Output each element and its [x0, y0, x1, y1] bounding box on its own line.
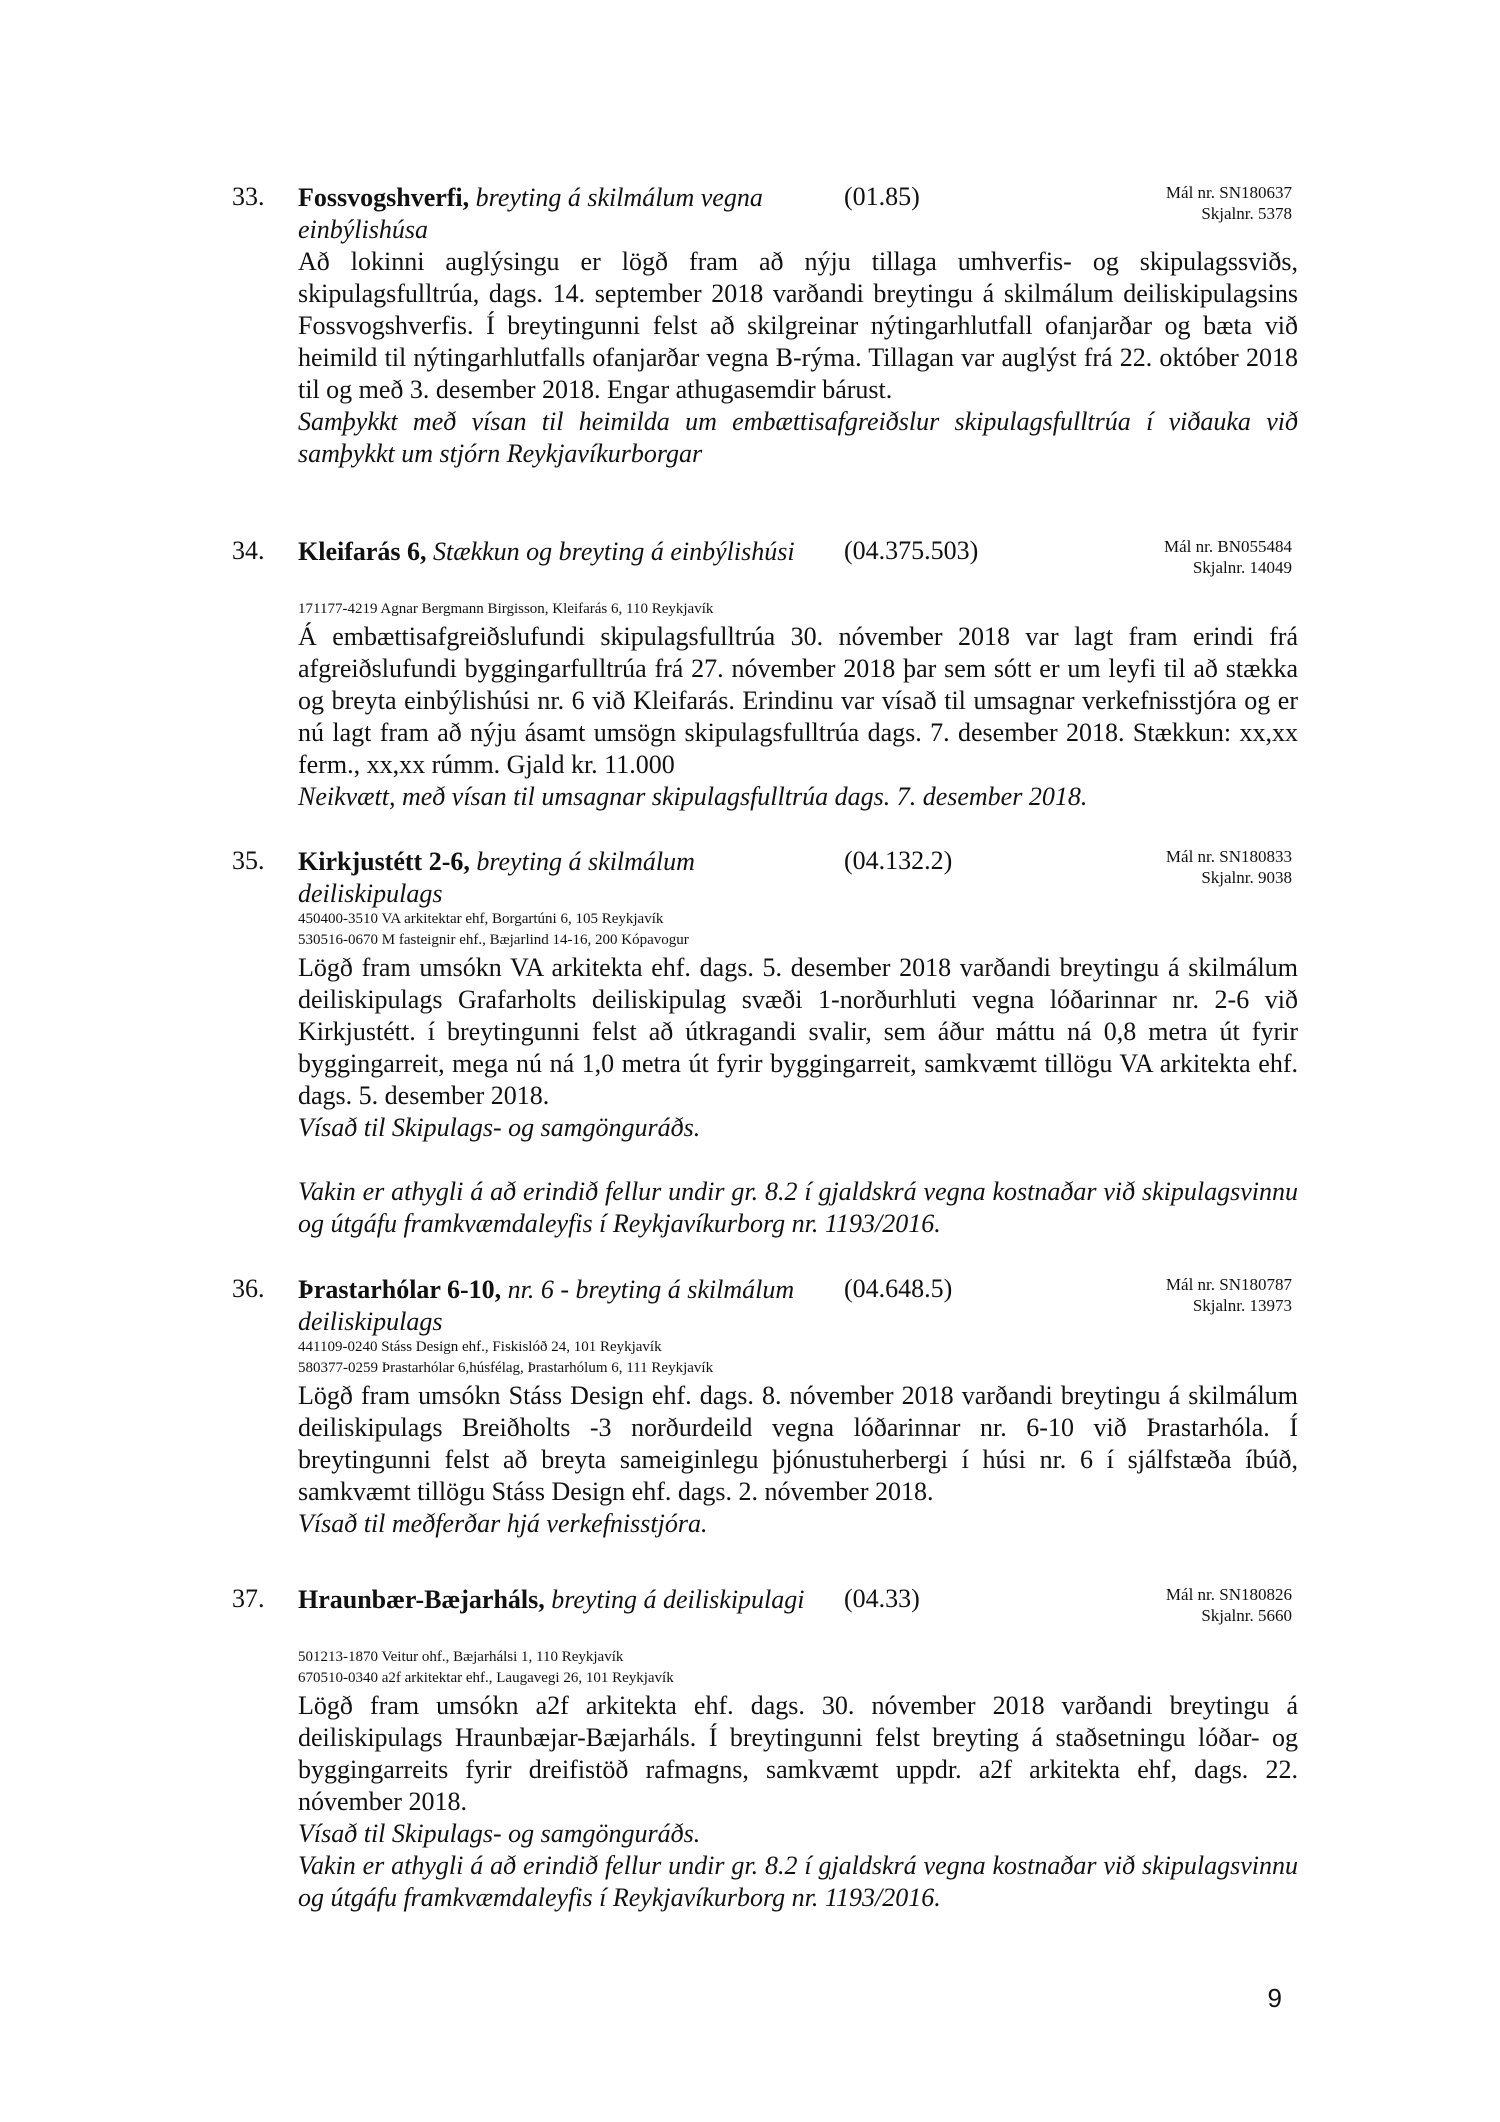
item-heading [298, 1584, 818, 1616]
document-number: Skjalnr. 5660 [1201, 1606, 1292, 1625]
item-number: 35. [232, 846, 265, 875]
item-subtitle: breyting á skilmálum vegna einbýlishúsa [298, 183, 763, 244]
applicant-line: 441109-0240 Stáss Design ehf., Fiskislóð 24, 101 Reykjavík [298, 1339, 662, 1355]
applicant-line: 580377-0259 Þrastarhólar 6,húsfélag, Þrastarhólum 6, 111 Reykjavík [298, 1360, 714, 1376]
item-reference-number: (04.648.5) [844, 1274, 953, 1303]
item-title: Kleifarás 6, [298, 537, 427, 566]
item-text: Lögð fram umsókn a2f arkitekta ehf. dags. 30. nóvember 2018 varðandi breytingu á deiliskipulags Hraunbæjar-Bæjarháls. Í breytingunni felst breyting á staðsetningu lóðar- og byggingarreits fyrir dreifistöð rafmagns, samkvæmt uppdr. a2f arkitekta ehf, dags. 22. nóvember 2018. [298, 1691, 1298, 1816]
item-text: Að lokinni auglýsingu er lögð fram að nýju tillaga umhverfis- og skipulagssviðs, skipulagsfulltrúa, dags. 14. september 2018 varðandi breytingu á skilmálum deiliskipulagsins Fossvogshverfis. Í breytingunni felst að skilgreinar nýtingarhlutfall ofanjarðar og bæta við heimild til nýtingarhlutfalls ofanjarðar vegna B-rýma. Tillagan var auglýst frá 22. október 2018 til og með 3. desember 2018. Engar athugasemdir bárust. [298, 247, 1298, 404]
item-body [298, 910, 1298, 1240]
item-heading [298, 1274, 818, 1338]
item-reference-number: (04.375.503) [844, 536, 979, 565]
document-number: Skjalnr. 9038 [1201, 868, 1292, 887]
item-decision: Neikvætt, með vísan til umsagnar skipulagsfulltrúa dags. 7. desember 2018. [298, 782, 1088, 811]
document-number: Skjalnr. 14049 [1192, 558, 1292, 577]
item-body [298, 600, 1298, 813]
applicant-line: 171177-4219 Agnar Bergmann Birgisson, Kleifarás 6, 110 Reykjavík [298, 601, 714, 617]
item-subtitle: breyting á skilmálum deiliskipulags [298, 847, 695, 908]
item-subtitle: Stækkun og breyting á einbýlishúsi [433, 537, 795, 566]
item-body [298, 1338, 1298, 1540]
applicant-line: 450400-3510 VA arkitektar ehf, Borgartúni 6, 105 Reykjavík [298, 911, 664, 927]
case-number: Mál nr. SN180637 [1165, 183, 1292, 202]
document-number: Skjalnr. 13973 [1192, 1296, 1292, 1315]
item-number: 36. [232, 1274, 265, 1303]
item-title: Kirkjustétt 2-6, [298, 847, 470, 876]
item-text: Á embættisafgreiðslufundi skipulagsfulltrúa 30. nóvember 2018 var lagt fram erindi frá afgreiðslufundi byggingarfulltrúa frá 27. nóvember 2018 þar sem sótt er um leyfi til að stækka og breyta einbýlishúsi nr. 6 við Kleifarás. Erindinu var vísað til umsagnar verkefnisstjóra og er nú lagt fram að nýju ásamt umsögn skipulagsfulltrúa dags. 7. desember 2018. Stækkun: xx,xx ferm., xx,xx rúmm. Gjald kr. 11.000 [298, 622, 1298, 779]
item-body [298, 1648, 1298, 1914]
case-meta [1166, 846, 1292, 888]
item-reference-number: (01.85) [844, 182, 920, 211]
applicant-line: 670510-0340 a2f arkitektar ehf., Laugavegi 26, 101 Reykjavík [298, 1670, 674, 1686]
item-decision: Vísað til Skipulags- og samgönguráðs. [298, 1113, 701, 1142]
item-title: Þrastarhólar 6-10, [298, 1275, 502, 1304]
item-reference-number: (04.33) [844, 1584, 920, 1613]
case-meta [1164, 536, 1292, 578]
applicant-line: 530516-0670 M fasteignir ehf., Bæjarlind 14-16, 200 Kópavogur [298, 932, 689, 948]
page-number: 9 [1267, 1983, 1282, 2013]
item-reference-number: (04.132.2) [844, 846, 953, 875]
item-heading [298, 536, 818, 568]
case-meta [1166, 182, 1292, 224]
item-note: Vakin er athygli á að erindið fellur undir gr. 8.2 í gjaldskrá vegna kostnaðar við skipulagsvinnu og útgáfu framkvæmdaleyfis í Reykjavíkurborg nr. 1193/2016. [298, 1851, 1298, 1912]
item-title: Fossvogshverfi, [298, 183, 470, 212]
document-number: Skjalnr. 5378 [1201, 204, 1292, 223]
item-body [298, 246, 1298, 470]
case-number: Mál nr. SN180787 [1165, 1275, 1292, 1294]
item-number: 34. [232, 536, 265, 565]
item-subtitle: nr. 6 - breyting á skilmálum deiliskipulags [298, 1275, 795, 1336]
case-meta [1166, 1584, 1292, 1626]
item-title: Hraunbær-Bæjarháls, [298, 1585, 545, 1614]
applicant-line: 501213-1870 Veitur ohf., Bæjarhálsi 1, 110 Reykjavík [298, 1649, 624, 1665]
item-number: 33. [232, 182, 265, 211]
item-heading [298, 182, 818, 246]
item-heading [298, 846, 818, 910]
item-text: Lögð fram umsókn Stáss Design ehf. dags. 8. nóvember 2018 varðandi breytingu á skilmálum deiliskipulags Breiðholts -3 norðurdeild vegna lóðarinnar nr. 6-10 við Þrastarhóla. Í breytingunni felst að breyta sameiginlegu þjónustuherbergi í húsi nr. 6 í sjálfstæða íbúð, samkvæmt tillögu Stáss Design ehf. dags. 2. nóvember 2018. [298, 1381, 1298, 1506]
case-number: Mál nr. SN180833 [1165, 847, 1292, 866]
item-decision: Vísað til meðferðar hjá verkefnisstjóra. [298, 1509, 708, 1538]
item-number: 37. [232, 1584, 265, 1613]
case-number: Mál nr. BN055484 [1164, 537, 1292, 556]
item-decision: Vísað til Skipulags- og samgönguráðs. [298, 1819, 701, 1848]
item-text: Lögð fram umsókn VA arkitekta ehf. dags. 5. desember 2018 varðandi breytingu á skilmálum deiliskipulags Grafarholts deiliskipulag svæði 1-norðurhluti vegna lóðarinnar nr. 2-6 við Kirkjustétt. í breytingunni felst að útkragandi svalir, sem áður máttu ná 0,8 metra út fyrir byggingarreit, mega nú ná 1,0 metra út fyrir byggingarreit, samkvæmt tillögu VA arkitekta ehf. dags. 5. desember 2018. [298, 953, 1298, 1110]
case-number: Mál nr. SN180826 [1165, 1585, 1292, 1604]
item-note: Vakin er athygli á að erindið fellur undir gr. 8.2 í gjaldskrá vegna kostnaðar við skipulagsvinnu og útgáfu framkvæmdaleyfis í Reykjavíkurborg nr. 1193/2016. [298, 1177, 1298, 1238]
case-meta [1166, 1274, 1292, 1316]
item-decision: Samþykkt með vísan til heimilda um embættisafgreiðslur skipulagsfulltrúa í viðauka við samþykkt um stjórn Reykjavíkurborgar [298, 407, 1298, 468]
item-subtitle: breyting á deiliskipulagi [551, 1585, 805, 1614]
